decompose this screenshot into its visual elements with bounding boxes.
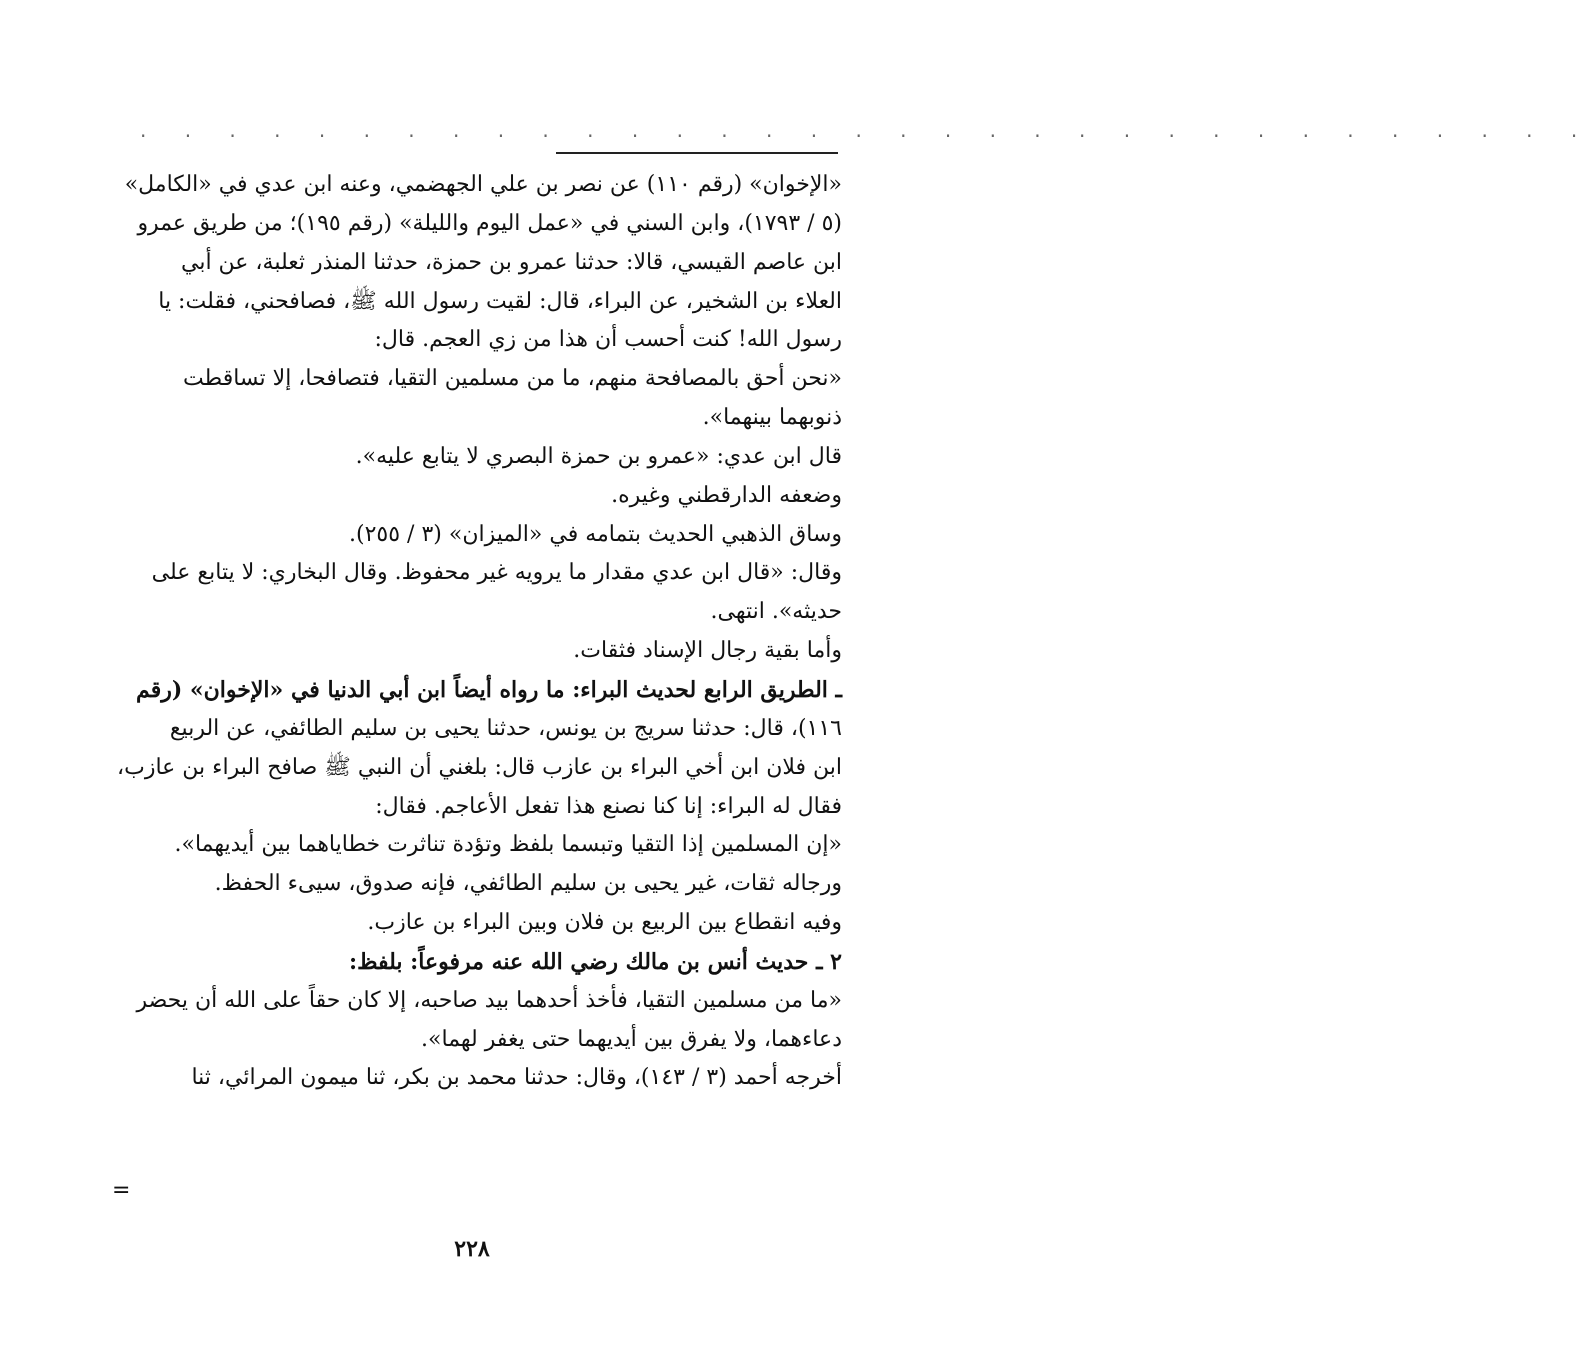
text-line: ابن عاصم القيسي، قالا: حدثنا عمرو بن حمزة، حدثنا المنذر ثعلبة، عن أبي <box>180 249 842 275</box>
section-heading-line: ـ الطريق الرابع لحديث البراء: ما رواه أيضاً ابن أبي الدنيا في «الإخوان» (رقم <box>136 676 842 703</box>
text-line: وقال: «قال ابن عدي مقدار ما يرويه غير محفوظ. وقال البخاري: لا يتابع على <box>151 560 842 586</box>
text-line: حديثه». انتهى. <box>710 599 842 625</box>
text-line: فقال له البراء: إنا كنا نصنع هذا تفعل الأعاجم. فقال: <box>375 793 842 819</box>
text-line: (٥ / ١٧٩٣)، وابن السني في «عمل اليوم والليلة» (رقم ١٩٥)؛ من طريق عمرو <box>137 210 842 236</box>
header-dotted-line: . . . . . . . . . . . . . . . . . . . . . . . . . . . . . . . . . <box>140 118 1593 142</box>
text-line: ورجاله ثقات، غير يحيى بن سليم الطائفي، فإنه صدوق، سيىء الحفظ. <box>214 871 842 897</box>
text-line: «ما من مسلمين التقيا، فأخذ أحدهما بيد صاحبه، إلا كان حقاً على الله أن يحضر <box>136 987 842 1013</box>
text-line: وضعفه الدارقطني وغيره. <box>611 482 842 508</box>
text-line: وساق الذهبي الحديث بتمامه في «الميزان» (٣ / ٢٥٥). <box>349 521 842 547</box>
text-line: «إن المسلمين إذا التقيا وتبسما بلفظ وتؤدة تناثرت خطاياهما بين أيديهما». <box>174 832 842 858</box>
text-line: ابن فلان ابن أخي البراء بن عازب قال: بلغني أن النبي ﷺ صافح البراء بن عازب، <box>117 754 842 780</box>
text-line: «نحن أحق بالمصافحة منهم، ما من مسلمين التقيا، فتصافحا، إلا تساقطت <box>183 366 842 392</box>
text-line: ذنوبهما بينهما». <box>702 405 842 431</box>
text-line: ١١٦)، قال: حدثنا سريج بن يونس، حدثنا يحيى بن سليم الطائفي، عن الربيع <box>169 715 842 741</box>
text-line: أخرجه أحمد (٣ / ١٤٣)، وقال: حدثنا محمد بن بكر، ثنا ميمون المرائي، ثنا <box>191 1065 842 1091</box>
section-heading-line: ٢ ـ حديث أنس بن مالك رضي الله عنه مرفوعاً: بلفظ: <box>348 948 842 975</box>
footnote-text <box>117 166 842 1098</box>
page-number: ٢٢٨ <box>454 1236 490 1262</box>
footnote-rule <box>556 152 838 154</box>
text-line: دعاءهما، ولا يفرق بين أيديهما حتى يغفر لهما». <box>421 1026 842 1052</box>
text-line: العلاء بن الشخير، عن البراء، قال: لقيت رسول الله ﷺ، فصافحني، فقلت: يا <box>158 288 842 314</box>
text-line: رسول الله! كنت أحسب أن هذا من زي العجم. قال: <box>374 327 842 353</box>
text-line: «الإخوان» (رقم ١١٠) عن نصر بن علي الجهضمي، وعنه ابن عدي في «الكامل» <box>124 172 842 197</box>
text-line: وفيه انقطاع بين الربيع بن فلان وبين البراء بن عازب. <box>367 910 842 936</box>
text-line: قال ابن عدي: «عمرو بن حمزة البصري لا يتابع عليه». <box>355 443 842 469</box>
text-line: وأما بقية رجال الإسناد فثقات. <box>573 638 842 664</box>
continuation-mark: = <box>112 1178 131 1203</box>
